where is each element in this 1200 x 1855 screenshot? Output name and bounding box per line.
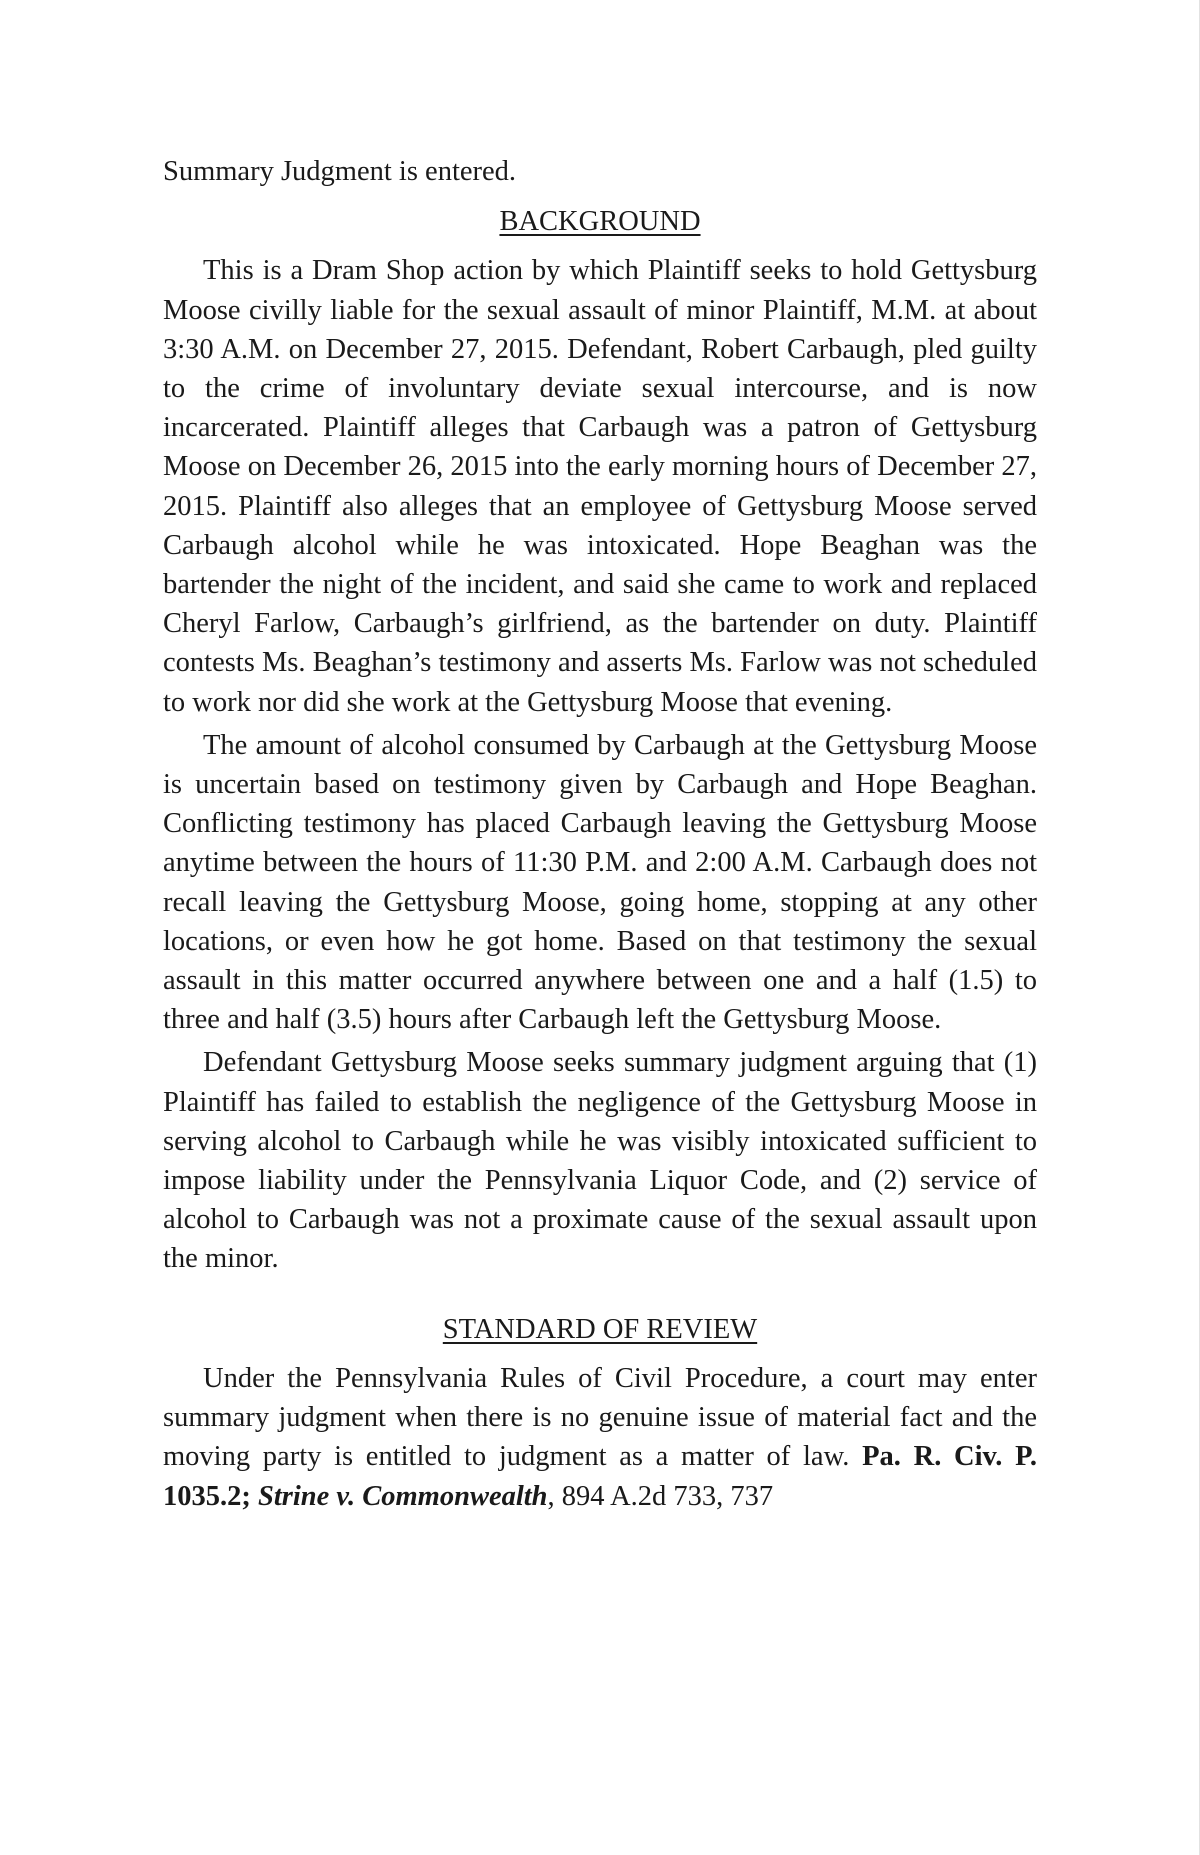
paragraph: The amount of alcohol consumed by Carbaugh at the Gettysburg Moose is uncertain based on testimony given by Carbaugh and Hope Beaghan. Conflicting testimony has placed Carbaugh leaving the Gettysburg Moose anytime between the hours of 11:30 P.M. and 2:00 A.M. Carbaugh does not recall leaving the Gettysburg Moose, going home, stopping at any other locations, or even how he got home. Based on that testimony the sexual assault in this matter occurred anywhere between one and a half (1.5) to three and half (3.5) hours after Carbaugh left the Gettysburg Moose.: [163, 729, 1037, 1036]
section-heading-standard-of-review: STANDARD OF REVIEW: [442, 1313, 758, 1345]
section-heading-background: BACKGROUND: [499, 206, 701, 238]
reporter-citation: , 894 A.2d 733, 737: [547, 1480, 774, 1512]
rule-citation: Pa. R. Civ. P. 1035.2;: [163, 1441, 1037, 1512]
paragraph-text: Under the Pennsylvania Rules of Civil Procedure, a court may enter summary judgment when there is no genuine issue of material fact and the moving party is entitled to judgment as a matter of law.: [163, 1362, 1037, 1473]
paragraph: This is a Dram Shop action by which Plaintiff seeks to hold Gettysburg Moose civilly liable for the sexual assault of minor Plaintiff, M.M. at about 3:30 A.M. on December 27, 2015. Defendant, Robert Carbaugh, pled guilty to the crime of involuntary deviate sexual intercourse, and is now incarcerated. Plaintiff alleges that Carbaugh was a patron of Gettysburg Moose on December 26, 2015 into the early morning hours of December 27, 2015. Plaintiff also alleges that an employee of Gettysburg Moose served Carbaugh alcohol while he was intoxicated. Hope Beaghan was the bartender the night of the incident, and said she came to work and replaced Cheryl Farlow, Carbaugh’s girlfriend, as the bartender on duty. Plaintiff contests Ms. Beaghan’s testimony and asserts Ms. Farlow was not scheduled to work nor did she work at the Gettysburg Moose that evening.: [163, 255, 1037, 718]
document-body: [163, 152, 1037, 1516]
case-citation: Strine v. Commonwealth: [258, 1480, 548, 1512]
opening-line: Summary Judgment is entered.: [163, 156, 517, 187]
paragraph-standard-of-review: [163, 1359, 1037, 1516]
paragraph: Defendant Gettysburg Moose seeks summary judgment arguing that (1) Plaintiff has failed to establish the negligence of the Gettysburg Moose in serving alcohol to Carbaugh while he was visibly intoxicated sufficient to impose liability under the Pennsylvania Liquor Code, and (2) service of alcohol to Carbaugh was not a proximate cause of the sexual assault upon the minor.: [163, 1047, 1037, 1275]
